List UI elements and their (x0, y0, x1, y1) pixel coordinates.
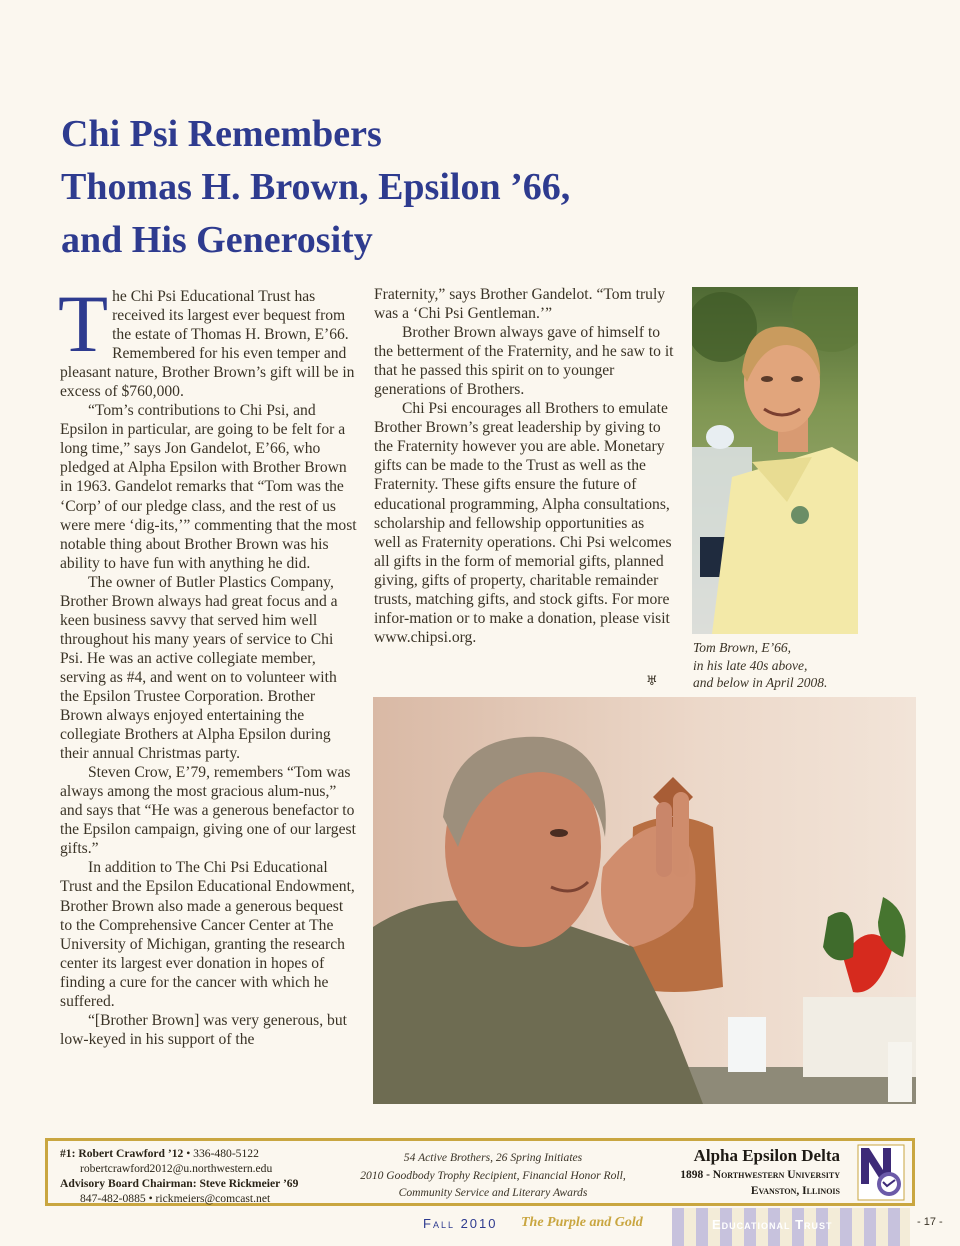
photo-caption (693, 639, 893, 692)
page-footer-bar (0, 1208, 960, 1246)
portrait-photo-illustration (692, 287, 858, 634)
chapter-info-box (45, 1138, 915, 1206)
caption-line-1: Tom Brown, E’66, (693, 640, 792, 655)
chapter-founding: 1898 - Northwestern University (680, 1169, 840, 1181)
publication-name: The Purple and Gold (521, 1215, 643, 1230)
paragraph-8: Brother Brown always gave of himself to the betterment of the Fraternity, and he saw to it that he passed this spirit on to younger generations of Brothers. (374, 324, 674, 399)
paragraph-3: The owner of Butler Plastics Company, Brother Brown always had great focus and a keen business savvy that served him well throughout his many years of service to Chi Psi. He was an active collegiate member, serving as #4, and went on to volunteer with the Epsilon Trustee Corporation. Brother Brown always enjoyed entertaining the collegiate Brothers at Alpha Epsilon during their annual Christmas party. (60, 573, 338, 763)
paragraph-5: In addition to The Chi Psi Educational Trust and the Epsilon Educational Endowment, Brother Brown also made a generous bequest to the Comprehensive Cancer Center at The University of Michigan, granting the research center its largest ever donation in hopes of finding a cure for the cancer with which he suffered. (60, 859, 355, 1010)
contact-line-1: #1: Robert Crawford ’12 • 336-480-5122 (60, 1147, 259, 1160)
photo-tom-brown-40s (692, 287, 858, 634)
paragraph-7: Fraternity,” says Brother Gandelot. “Tom truly was a ‘Chi Psi Gentleman.’” (374, 286, 666, 323)
chapter-name-block (680, 1145, 840, 1199)
caption-line-2: in his late 40s above, (693, 657, 808, 673)
drop-cap: T (58, 278, 109, 369)
headline-line-2: Thomas H. Brown, Epsilon ’66, (61, 166, 571, 208)
paragraph-9: Chi Psi encourages all Brothers to emulate Brother Brown’s great leadership by giving to the Fraternity however you are able. Monetary gifts can be made to the Trust as well as the Fraternity. These gifts ensure the future of educational programming, Alpha consultations, scholarship and fellowship opportunities as well as Fraternity operations. Chi Psi welcomes all gifts in the form of memorial gifts, planned giving, gifts of property, charitable remainder trusts, matching gifts, and stock gifts. For more infor-mation or to make a donation, please visit www.chipsi.org. (374, 400, 672, 646)
achievements-line-1: 54 Active Brothers, 26 Spring Initiates (403, 1151, 583, 1164)
section-name: Educational Trust (712, 1217, 833, 1232)
contact-email-1[interactable]: robertcrawford2012@u.northwestern.edu (80, 1162, 273, 1175)
page-number: - 17 - (917, 1216, 943, 1228)
achievements-line-2: 2010 Goodbody Trophy Recipient, Financial Honor Roll, (360, 1168, 626, 1182)
paragraph-4: Steven Crow, E’79, remembers “Tom was always among the most gracious alum-nus,” and says that “He was a generous benefactor to the Epsilon campaign, giving one of our largest gifts.” (60, 764, 356, 858)
end-mark-icon: ♅ (646, 673, 658, 688)
chapter-achievements (348, 1149, 638, 1202)
chapter-contacts (60, 1146, 345, 1206)
caption-line-3: and below in April 2008. (693, 675, 828, 690)
northwestern-wildcat-logo-icon (857, 1144, 905, 1201)
achievements-line-3: Community Service and Literary Awards (398, 1186, 588, 1199)
paragraph-6: “[Brother Brown] was very generous, but low-keyed in his support of the (60, 1011, 347, 1048)
headline (61, 108, 761, 267)
headline-line-3: and His Generosity (61, 219, 373, 261)
paragraph-2: “Tom’s contributions to Chi Psi, and Epsilon in particular, are going to be felt for a long time,” says Jon Gandelot, E’66, who pledged at Alpha Epsilon with Brother Brown in 1963. Gandelot remarks that “Tom was the ‘Corp’ of our pledge class, and the rest of us were mere ‘dig-its,’” commenting that the most notable thing about Brother Brown was his ability to have fun with anything he did. (60, 402, 357, 572)
headline-line-1: Chi Psi Remembers (61, 113, 382, 155)
photo-tom-brown-2008 (373, 697, 916, 1104)
advisory-chairman: Advisory Board Chairman: Steve Rickmeier ’69 (60, 1177, 299, 1190)
issue-label: Fall 2010 (423, 1216, 498, 1231)
chapter-location: Evanston, Illinois (750, 1185, 840, 1197)
contact-line-4[interactable]: 847-482-0885 • rickmeiers@comcast.net (80, 1192, 271, 1205)
table-photo-illustration (373, 697, 916, 1104)
chapter-name: Alpha Epsilon Delta (693, 1146, 840, 1165)
paragraph-1: The Chi Psi Educational Trust has received its largest ever bequest from the estate of Thomas H. Brown, E’66. Remembered for his even temper and pleasant nature, Brother Brown’s gift will be in excess of $760,000. (58, 278, 355, 401)
article-column-1 (58, 278, 358, 1049)
article-column-2 (374, 285, 674, 647)
